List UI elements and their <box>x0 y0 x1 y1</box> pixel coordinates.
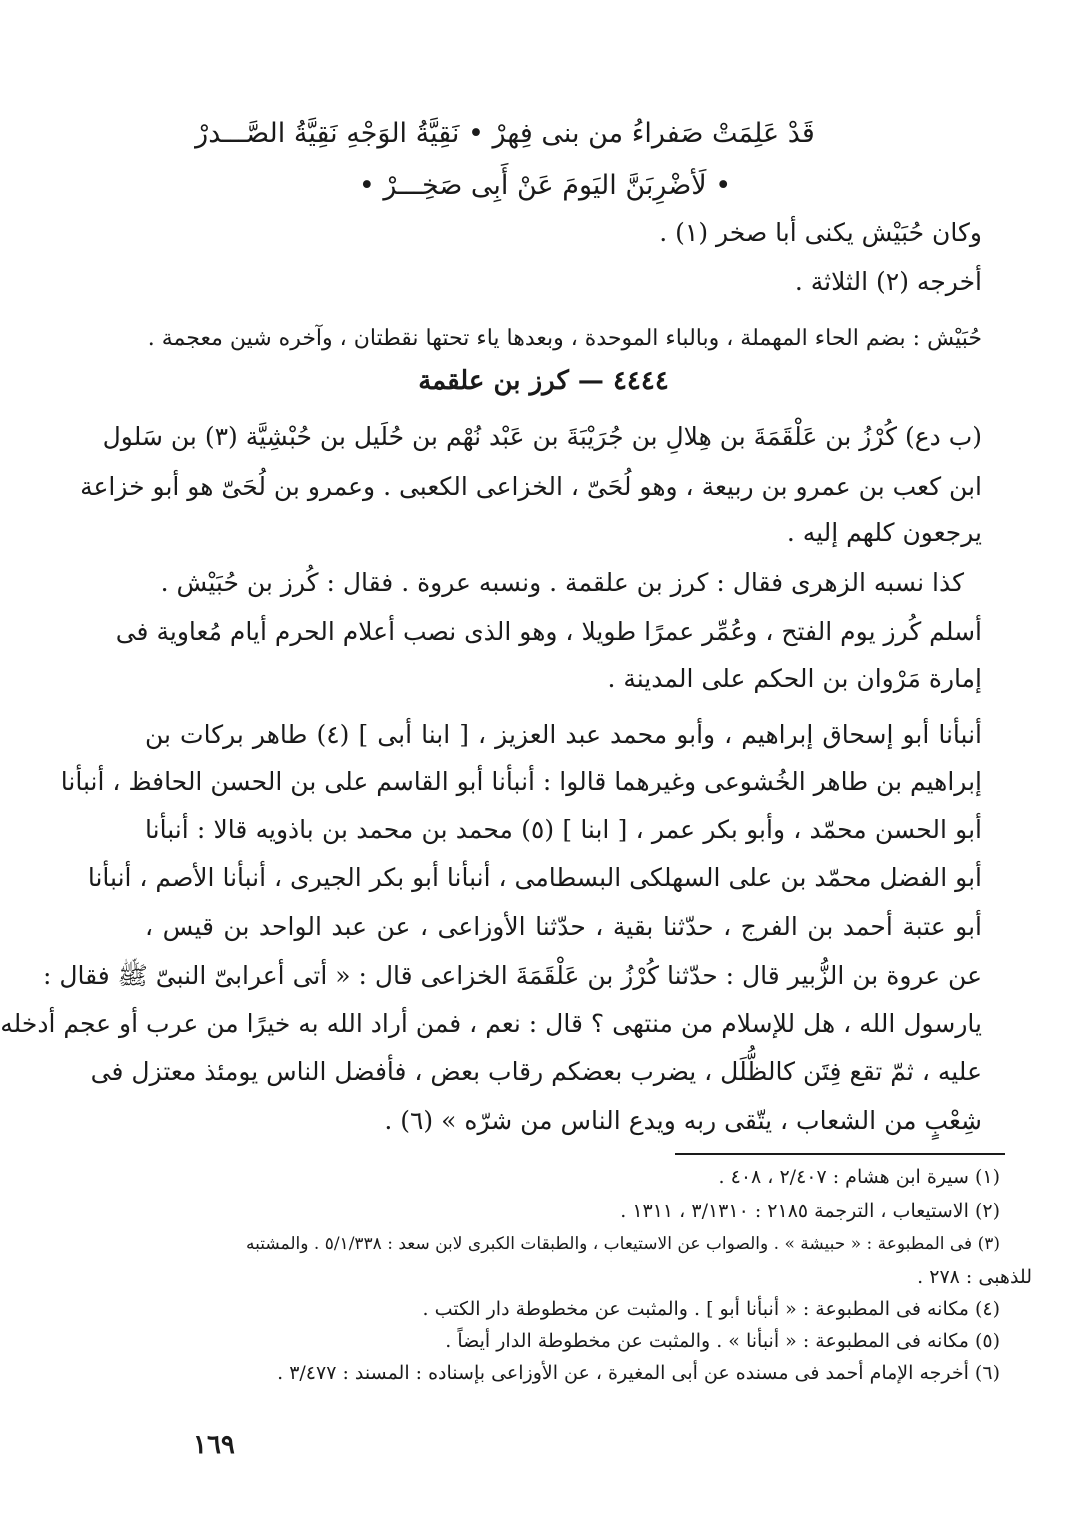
paragraph-kunya: وكان حُبَيْش يكنى أبا صخر (١) . <box>659 218 982 247</box>
hadith-line-9: شِعْبٍ من الشعاب ، يتّقى ربه ويدع الناس من شرّه » (٦) . <box>384 1106 982 1135</box>
hadith-line-7: يارسول الله ، هل للإسلام من منتهى ؟ قال : نعم ، فمن أراد الله به خيرًا من عرب أو عجم أدخله <box>0 1009 982 1038</box>
hadith-line-2: إبراهيم بن طاهر الخُشوعى وغيرهما قالوا : أنبأنا أبو القاسم على بن الحسن الحافظ ، أنبأنا <box>60 767 982 796</box>
verse-line-2: • لَأضْرِبَنَّ اليَومَ عَنْ أَبِى صَخِـــرْ • <box>358 170 732 201</box>
verse-line-1: قَدْ عَلِمَتْ صَفراءُ من بنى فِهرْ • نَقِيَّةُ الوَجْهِ نَقِيَّةُ الصَّـــدرْ <box>195 118 815 149</box>
hadith-line-3: أبو الحسن محمّد ، وأبو بكر عمر ، [ ابنا ] (٥) محمد بن محمد بن باذويه قالا : أنبأنا <box>145 815 982 844</box>
footnote-6: (٦) أخرجه الإمام أحمد فى مسنده عن أبى المغيرة ، عن الأوزاعى بإسناده : المسند : ٣/٤٧٧ . <box>277 1362 1000 1384</box>
footnote-3-continued: للذهبى : ٢٧٨ . <box>917 1266 1032 1288</box>
page-number: ١٦٩ <box>193 1430 235 1460</box>
entry-lineage-line-3: يرجعون كلهم إليه . <box>786 518 982 547</box>
hadith-line-1: أنبأنا أبو إسحاق إبراهيم ، وأبو محمد عبد العزيز ، [ ابنا أبى ] (٤) طاهر بركات بن <box>145 720 982 749</box>
entry-lineage-line-2: ابن كعب بن عمرو بن ربيعة ، وهو لُحَىّ ، الخزاعى الكعبى . وعمرو بن لُحَىّ هو أبو خزاعة <box>80 472 982 501</box>
footnote-separator <box>675 1153 1005 1155</box>
footnote-3: (٣) فى المطبوعة : « حبيشة » . والصواب عن الاستيعاب ، والطبقات الكبرى لابن سعد : ٥/١/٣٣٨ . والمشتبه <box>246 1234 1000 1254</box>
footnote-1: (١) سيرة ابن هشام : ٢/٤٠٧ ، ٤٠٨ . <box>718 1166 1000 1188</box>
hadith-line-4: أبو الفضل محمّد بن على السهلكى البسطامى ، أنبأنا أبو بكر الجيرى ، أنبأنا الأصم ، أنبأنا <box>87 863 982 892</box>
paragraph-islam-line-1: أسلم كُرز يوم الفتح ، وعُمِّر عمرًا طويلا ، وهو الذى نصب أعلام الحرم أيام مُعاوية فى <box>115 617 982 646</box>
paragraph-takhrij: أخرجه (٢) الثلاثة . <box>794 267 982 296</box>
hadith-line-8: عليه ، ثمّ تقع فِتَن كالظُّلَل ، يضرب بعضكم رقاب بعض ، فأفضل الناس يومئذ معتزل فى <box>90 1057 982 1086</box>
footnote-5: (٥) مكانه فى المطبوعة : « أنبأنا » . والمثبت عن مخطوطة الدار أيضاً . <box>445 1330 1000 1352</box>
paragraph-islam-line-2: إمارة مَرْوان بن الحكم على المدينة . <box>607 664 982 693</box>
paragraph-spelling-note: حُبَيْش : بضم الحاء المهملة ، وبالباء الموحدة ، وبعدها ياء تحتها نقطتان ، وآخره شين معجمة . <box>147 326 982 351</box>
hadith-line-6: عن عروة بن الزُّبير قال : حدّثنا كُرْزُ بن عَلْقَمَةَ الخزاعى قال : « أتى أعرابىّ النبىّ ﷺ فقال : <box>42 961 982 990</box>
entry-lineage-line-1: (ب دع) كُرْزُ بن عَلْقَمَةَ بن هِلالِ بن جُرَيْبَةَ بن عَبْد نُهْم بن حُلَيل بن حُبْشِيَّة (٣) بن سَلول <box>102 422 982 451</box>
footnote-4: (٤) مكانه فى المطبوعة : « أنبأنا أبو ] . والمثبت عن مخطوطة دار الكتب . <box>422 1298 1000 1320</box>
hadith-line-5: أبو عتبة أحمد بن الفرج ، حدّثنا بقية ، حدّثنا الأوزاعى ، عن عبد الواحد بن قيس ، <box>145 912 982 941</box>
footnote-2: (٢) الاستيعاب ، الترجمة ٢١٨٥ : ٣/١٣١٠ ، ١٣١١ . <box>620 1200 1000 1222</box>
entry-heading: ٤٤٤٤ — كرز بن علقمة <box>418 366 669 396</box>
paragraph-nasab: كذا نسبه الزهرى فقال : كرز بن علقمة . ونسبه عروة . فقال : كُرز بن حُبَيْش . <box>160 568 964 597</box>
